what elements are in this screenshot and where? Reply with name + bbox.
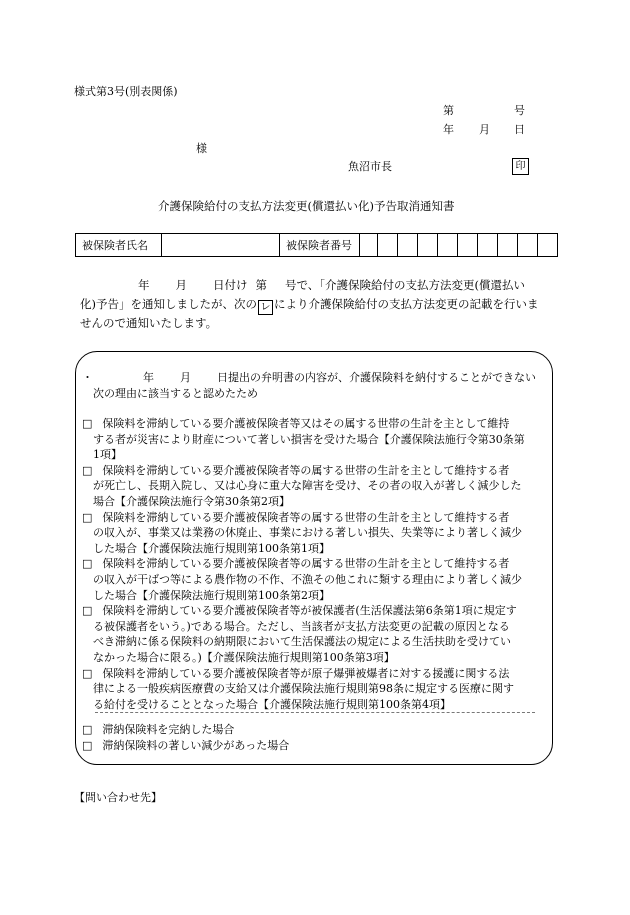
insured-name-field[interactable] bbox=[162, 234, 280, 257]
dotted-separator bbox=[95, 712, 535, 713]
insured-number-digit[interactable] bbox=[458, 234, 478, 257]
document-title: 介護保険給付の支払方法変更(償還払い化)予告取消通知書 bbox=[158, 199, 455, 213]
reason-item-5-line-2: る被保護者をいう。)である場合。ただし、当該者が支払方法変更の記載の原因となる bbox=[93, 619, 510, 633]
notice-line-1 bbox=[80, 276, 560, 295]
date-month-label: 月 bbox=[479, 123, 490, 136]
reason-item-2-line-2: が死亡し、長期入院し、又は心身に重大な障害を受け、その者の収入が著しく減少した bbox=[93, 479, 522, 493]
date-year-label: 年 bbox=[443, 123, 454, 136]
insured-number-digit[interactable] bbox=[498, 234, 518, 257]
reason-item-4-line-2: の収入が干ばつ等による農作物の不作、不漁その他これに類する理由により著しく減少 bbox=[93, 573, 522, 586]
insured-number-digit[interactable] bbox=[438, 234, 458, 257]
checkbox-icon[interactable]: □ bbox=[82, 739, 93, 752]
reason-item-1-line-3: 1項】 bbox=[93, 448, 122, 462]
notice-line-3: せんので通知いたします。 bbox=[80, 316, 218, 330]
notice-month-label: 月 bbox=[175, 278, 187, 292]
seal-mark: 印 bbox=[512, 158, 529, 175]
insured-name-label: 被保険者氏名 bbox=[76, 234, 162, 257]
reason-item-6-line-3: る給付を受けることとなった場合【介護保険法施行規則第100条第4項】 bbox=[93, 697, 451, 711]
notice-year-label: 年 bbox=[138, 278, 150, 292]
insured-number-digit[interactable] bbox=[360, 234, 378, 257]
insured-info-table bbox=[75, 233, 558, 257]
reason-item-4: □ 保険料を滞納している要介護被保険者等の属する世帯の生計を主として維持する者 bbox=[82, 557, 510, 571]
reason-item-3-line-3: した場合【介護保険法施行規則第100条第1項】 bbox=[93, 541, 330, 555]
insured-number-digit[interactable] bbox=[398, 234, 418, 257]
insured-number-label: 被保険者番号 bbox=[280, 234, 360, 257]
reason-item-2: □ 保険料を滞納している要介護被保険者等の属する世帯の生計を主として維持する者 bbox=[82, 463, 510, 477]
insured-number-digit[interactable] bbox=[478, 234, 498, 257]
insured-number-digit[interactable] bbox=[518, 234, 538, 257]
checkbox-icon[interactable]: □ bbox=[82, 666, 93, 680]
checkbox-icon[interactable]: □ bbox=[82, 417, 93, 430]
addressee-suffix: 様 bbox=[196, 142, 207, 155]
notice-line-2: 化)予告」を通知しましたが、次の レ により介護保険給付の支払方法変更の記載を行いま bbox=[80, 297, 539, 313]
reason-item-5-line-3: べき滞納に係る保険料の納期限において生活保護法の規定による生活扶助を受けてい bbox=[93, 635, 511, 649]
insured-number-digit[interactable] bbox=[378, 234, 398, 257]
issuer-name: 魚沼市長 bbox=[348, 160, 392, 173]
reason-item-6: □ 保険料を滞納している要介護被保険者等が原子爆弾被爆者に対する援護に関する法 bbox=[82, 666, 510, 680]
notice-paragraph bbox=[80, 276, 560, 333]
checkbox-icon[interactable]: □ bbox=[82, 463, 93, 477]
reason-item-3: □ 保険料を滞納している要介護被保険者等の属する世帯の生計を主として維持する者 bbox=[82, 510, 510, 524]
other-item-2: □ 滞納保険料の著しい減少があった場合 bbox=[82, 739, 290, 752]
notice-day-label: 日付け bbox=[213, 278, 248, 292]
issue-no-prefix: 第 bbox=[443, 104, 454, 117]
reason-item-4-line-3: した場合【介護保険法施行規則第100条第2項】 bbox=[93, 588, 330, 602]
form-number: 様式第3号(別表関係) bbox=[74, 85, 178, 98]
reason-intro-line-1: ・ 年 月 日提出の弁明書の内容が、介護保険料を納付することができない bbox=[82, 371, 536, 384]
issue-no-suffix: 号 bbox=[514, 104, 525, 117]
reason-item-5: □ 保険料を滞納している要介護被保険者等が被保護者(生活保護法第6条第1項に規定す bbox=[82, 604, 517, 618]
contact-label: 【問い合わせ先】 bbox=[74, 791, 162, 804]
reason-item-5-line-4: なかった場合に限る。)【介護保険法施行規則第100条第3項】 bbox=[93, 651, 395, 664]
reason-item-1: □ 保険料を滞納している要介護被保険者等又はその属する世帯の生計を主として維持 bbox=[82, 417, 510, 430]
insured-number-digit[interactable] bbox=[418, 234, 438, 257]
insured-number-digit[interactable] bbox=[538, 234, 558, 257]
reason-item-1-line-2: する者が災害により財産について著しい損害を受けた場合【介護保険法施行令第30条第 bbox=[93, 432, 525, 446]
notice-dai-label: 第 bbox=[255, 278, 267, 292]
notice-go-text: 号で、「介護保険給付の支払方法変更(償還払い bbox=[285, 278, 526, 292]
bullet-icon: ・ bbox=[82, 371, 93, 384]
reason-item-2-line-3: 場合【介護保険法施行令第30条第2項】 bbox=[93, 495, 290, 508]
date-day-label: 日 bbox=[514, 123, 525, 136]
checkbox-icon[interactable]: □ bbox=[82, 723, 93, 736]
checkbox-icon[interactable]: □ bbox=[82, 510, 93, 524]
other-item-1: □ 滞納保険料を完納した場合 bbox=[82, 723, 235, 736]
check-mark-box: レ bbox=[258, 300, 273, 315]
reason-item-3-line-2: の収入が、事業又は業務の休廃止、事業における著しい損失、失業等により著しく減少 bbox=[93, 526, 522, 540]
reason-intro-line-2: 次の理由に該当すると認めたため bbox=[93, 387, 258, 400]
checkbox-icon[interactable]: □ bbox=[82, 604, 93, 618]
checkbox-icon[interactable]: □ bbox=[82, 557, 93, 571]
reason-item-6-line-2: 律による一般疾病医療費の支給又は介護保険法施行規則第98条に規定する医療に関す bbox=[93, 682, 514, 696]
